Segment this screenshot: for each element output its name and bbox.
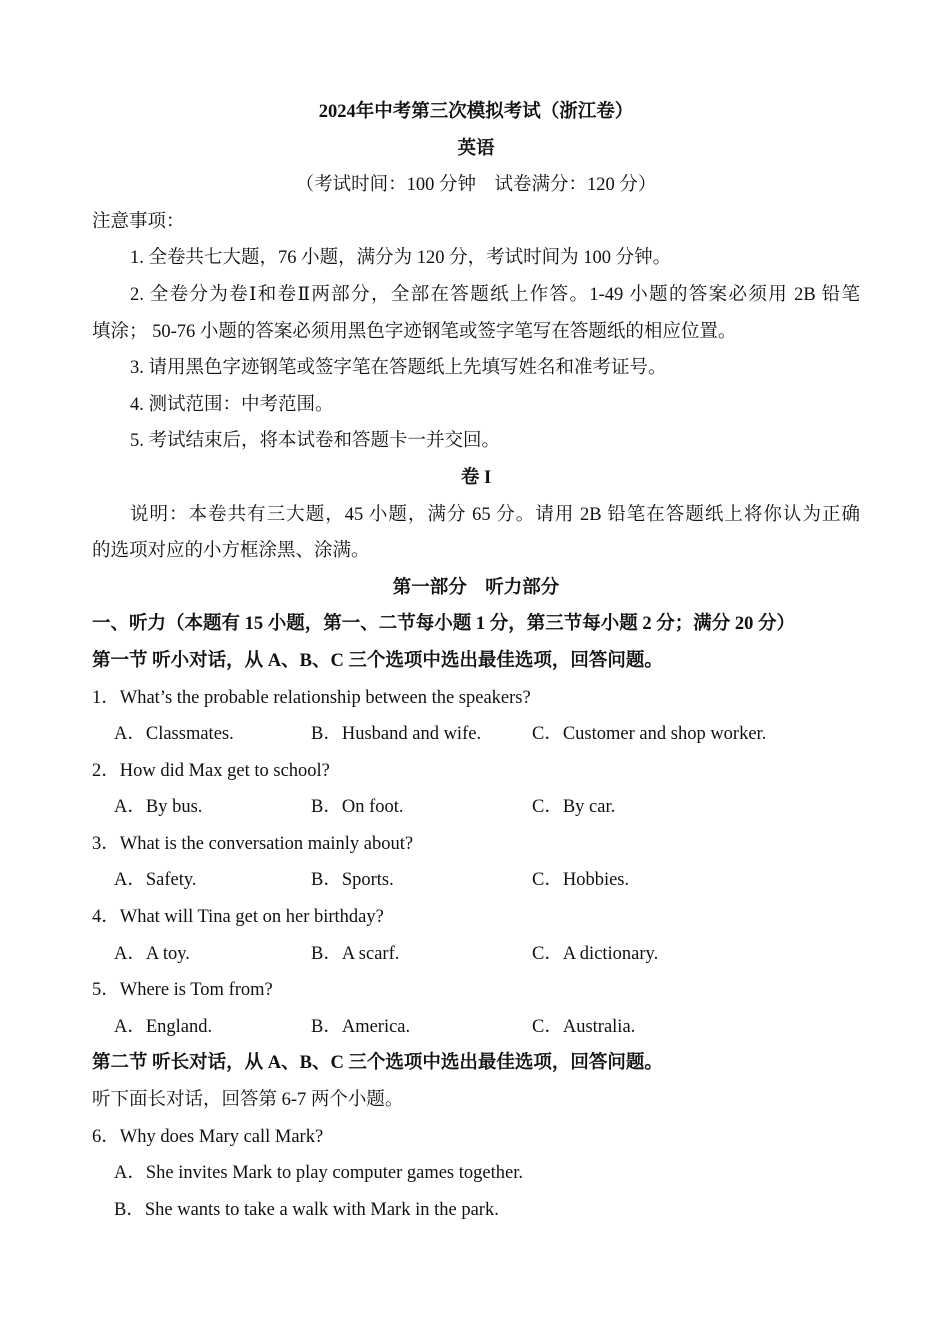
question-2: 2．How did Max get to school? [92,760,330,781]
listening-section-heading: 一、听力（本题有 15 小题，第一、二节每小题 1 分，第三节每小题 2 分；满分 20 分） [92,614,796,635]
note-item-5: 5. 考试结束后，将本试卷和答题卡一并交回。 [130,431,501,452]
option-c: C．Australia. [532,1016,636,1037]
question-5: 5．Where is Tom from? [92,980,273,1001]
question-3: 3．What is the conversation mainly about? [92,833,414,854]
option-a: A．Classmates. [114,724,234,745]
option-b: B．Sports. [311,870,394,891]
question-2-options [92,789,860,826]
question-4: 4．What will Tina get on her birthday? [92,907,384,928]
part-1-title: 第一部分 听力部分 [392,577,560,598]
option-c: C．By car. [532,797,616,818]
note-item-2-line-2: 填涂； 50-76 小题的答案必须用黑色字迹钢笔或签字笔写在答题纸的相应位置。 [92,321,737,342]
note-item-3: 3. 请用黑色字迹钢笔或签字笔在答题纸上先填写姓名和准考证号。 [130,358,667,379]
subsection-1-heading: 第一节 听小对话，从 A、B、C 三个选项中选出最佳选项，回答问题。 [92,650,663,671]
note-item-1: 1. 全卷共七大题，76 小题，满分为 120 分，考试时间为 100 分钟。 [130,248,672,269]
option-a: A．A toy. [114,943,190,964]
option-a: A．By bus. [114,797,203,818]
question-1: 1．What’s the probable relationship between the speakers? [92,687,531,708]
option-b: B．On foot. [311,797,404,818]
question-3-options [92,862,860,899]
volume-1-desc-line-1: 说明：本卷共有三大题，45 小题，满分 65 分。请用 2B 铅笔在答题纸上将你认为正确 [130,504,860,525]
subsection-2-heading: 第二节 听长对话，从 A、B、C 三个选项中选出最佳选项，回答问题。 [92,1053,663,1074]
exam-page [92,94,860,1228]
notes-heading: 注意事项： [92,211,185,232]
subsection-2-intro: 听下面长对话，回答第 6-7 两个小题。 [92,1090,404,1111]
question-4-options [92,936,860,973]
question-1-options [92,716,860,753]
option-a: A．Safety. [114,870,197,891]
volume-1-desc-line-2: 的选项对应的小方框涂黑、涂满。 [92,541,370,562]
question-6-option-a: A．She invites Mark to play computer games together. [114,1163,523,1184]
exam-info: （考试时间：100 分钟 试卷满分：120 分） [295,175,657,196]
question-6: 6．Why does Mary call Mark? [92,1126,324,1147]
option-b: B．America. [311,1016,411,1037]
note-item-2-line-1: 2. 全卷分为卷Ⅰ和卷Ⅱ两部分，全部在答题纸上作答。1-49 小题的答案必须用 2B 铅笔 [130,284,860,305]
question-6-option-b: B．She wants to take a walk with Mark in the park. [114,1199,499,1220]
question-5-options [92,1009,860,1046]
option-c: C．Hobbies. [532,870,630,891]
option-b: B．Husband and wife. [311,724,482,745]
option-c: C．Customer and shop worker. [532,724,767,745]
exam-title: 2024年中考第三次模拟考试（浙江卷） [318,102,634,122]
option-b: B．A scarf. [311,943,400,964]
subject-title: 英语 [457,138,495,159]
note-item-4: 4. 测试范围：中考范围。 [130,394,334,415]
option-c: C．A dictionary. [532,943,659,964]
option-a: A．England. [114,1016,213,1037]
volume-1-title: 卷 I [460,467,492,488]
